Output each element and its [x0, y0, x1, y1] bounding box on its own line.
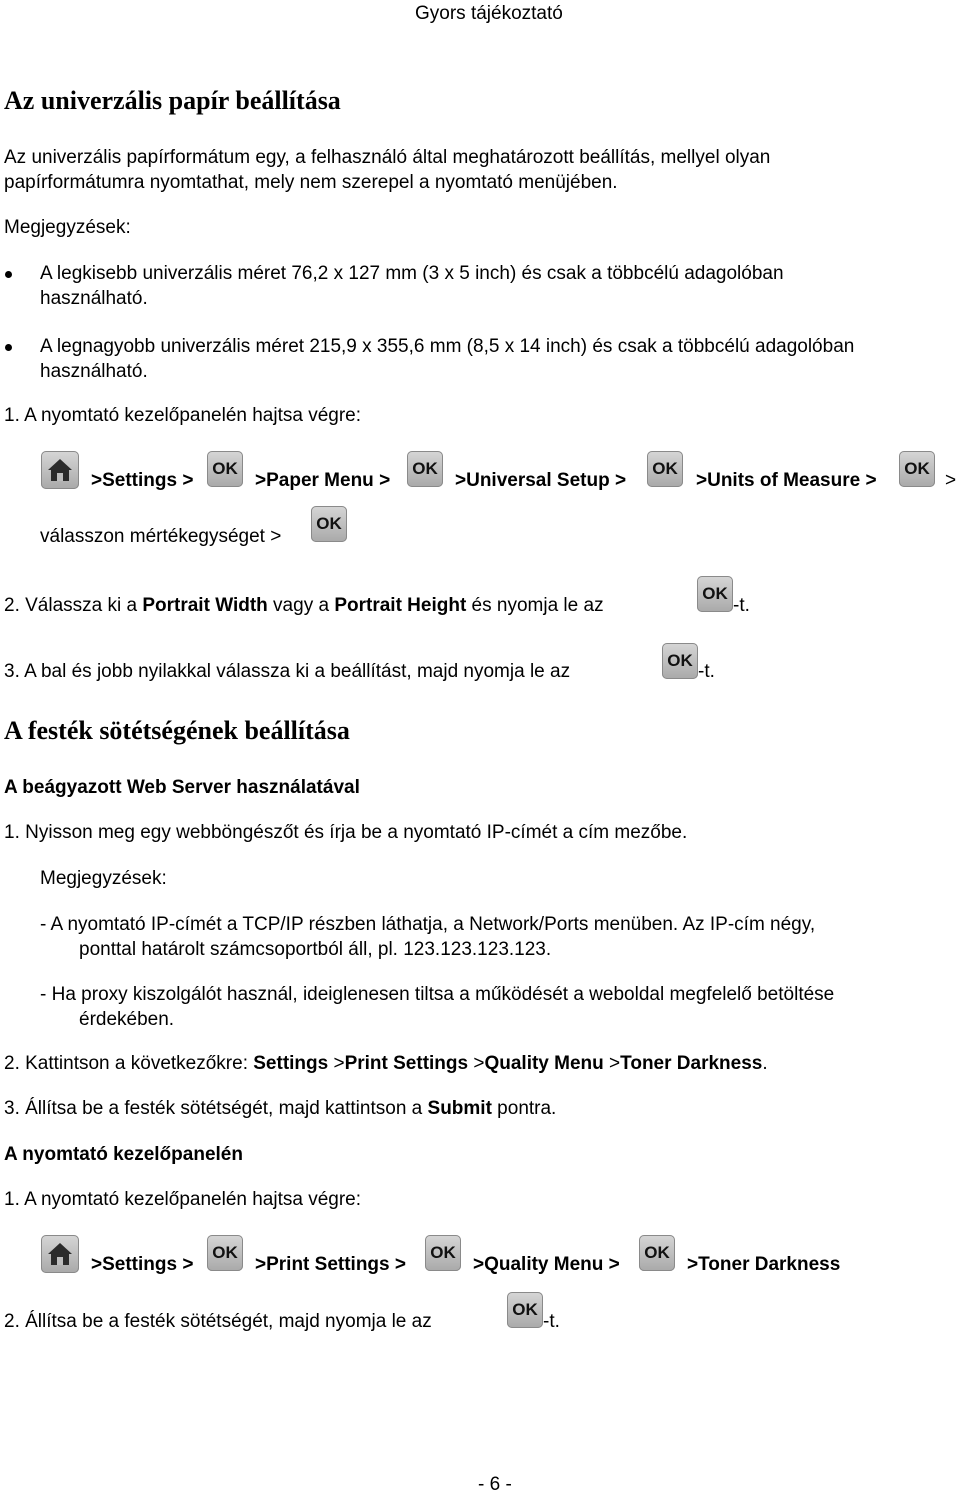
path-toner-darkness: >Toner Darkness — [687, 1254, 841, 1275]
note-2-line-2: érdekében. — [79, 1009, 175, 1030]
path-universal-setup: >Universal Setup > — [455, 470, 627, 491]
section-heading-toner-darkness: A festék sötétségének beállítása — [4, 716, 350, 745]
step-1-text: 1. A nyomtató kezelőpanelén hajtsa végre: — [4, 405, 362, 426]
subheading-control-panel: A nyomtató kezelőpanelén — [4, 1144, 243, 1165]
bullet-1-line-2: használható. — [40, 288, 148, 309]
panel-step-2-text: 2. Állítsa be a festék sötétségét, majd nyomja le az — [4, 1311, 432, 1332]
note-1-line-2: ponttal határolt számcsoportból áll, pl. 123.123.123.123. — [79, 939, 552, 960]
step-3-text: 3. A bal és jobb nyilakkal válassza ki a beállítást, majd nyomja le az — [4, 661, 571, 682]
intro-line-2: papírformátumra nyomtathat, mely nem szerepel a nyomtató menüjében. — [4, 172, 618, 193]
home-icon — [41, 1235, 79, 1273]
ews-step-3-text: 3. Állítsa be a festék sötétségét, majd kattintson a Submit pontra. — [4, 1098, 557, 1119]
home-icon — [41, 451, 79, 489]
step-2-text: 2. Válassza ki a Portrait Width vagy a Portrait Height és nyomja le az — [4, 595, 604, 616]
ok-button-icon: OK — [407, 451, 443, 487]
section-heading-universal-paper: Az univerzális papír beállítása — [4, 86, 341, 115]
ok-button-icon: OK — [639, 1235, 675, 1271]
choose-unit-text: válasszon mértékegységet > — [40, 526, 282, 547]
bullet-2-line-1: A legnagyobb univerzális méret 215,9 x 355,6 mm (8,5 x 14 inch) és csak a többcélú adagolóban — [40, 336, 855, 357]
ews-notes-label: Megjegyzések: — [40, 868, 167, 889]
bullet-2-line-2: használható. — [40, 361, 148, 382]
ews-step-1-text: 1. Nyisson meg egy webböngészőt és írja be a nyomtató IP-címét a cím mezőbe. — [4, 822, 688, 843]
step-2-suffix: -t. — [733, 595, 750, 616]
path-print-settings: >Print Settings > — [255, 1254, 406, 1275]
bullet-marker — [5, 344, 12, 351]
ok-button-icon: OK — [507, 1292, 543, 1328]
ok-button-icon: OK — [311, 506, 347, 542]
ok-button-icon: OK — [662, 643, 698, 679]
ok-button-icon: OK — [207, 451, 243, 487]
note-2-line-1: - Ha proxy kiszolgálót használ, ideiglenesen tiltsa a működését a weboldal megfelelő betöltése — [40, 984, 835, 1005]
subheading-embedded-web-server: A beágyazott Web Server használatával — [4, 777, 360, 798]
ok-button-icon: OK — [647, 451, 683, 487]
path-quality-menu: >Quality Menu > — [473, 1254, 620, 1275]
panel-step-2-suffix: -t. — [543, 1311, 560, 1332]
path-settings: >Settings > — [91, 1254, 194, 1275]
path-units-of-measure: >Units of Measure > — [696, 470, 877, 491]
header-title: Gyors tájékoztató — [415, 3, 563, 24]
ok-button-icon: OK — [899, 451, 935, 487]
intro-line-1: Az univerzális papírformátum egy, a felhasználó által meghatározott beállítás, mellyel olyan — [4, 147, 771, 168]
notes-label: Megjegyzések: — [4, 217, 131, 238]
path-paper-menu: >Paper Menu > — [255, 470, 391, 491]
ok-button-icon: OK — [425, 1235, 461, 1271]
panel-step-1-text: 1. A nyomtató kezelőpanelén hajtsa végre: — [4, 1189, 362, 1210]
ok-button-icon: OK — [697, 576, 733, 612]
bullet-marker — [5, 271, 12, 278]
note-1-line-1: - A nyomtató IP-címét a TCP/IP részben láthatja, a Network/Ports menüben. Az IP-cím négy, — [40, 914, 816, 935]
ews-step-2-text: 2. Kattintson a következőkre: Settings >Print Settings >Quality Menu >Toner Darkness. — [4, 1053, 768, 1074]
path-settings: >Settings > — [91, 470, 194, 491]
path-end-arrow: > — [945, 470, 957, 491]
page-number: - 6 - — [478, 1474, 512, 1495]
step-3-suffix: -t. — [698, 661, 715, 682]
bullet-1-line-1: A legkisebb univerzális méret 76,2 x 127 mm (3 x 5 inch) és csak a többcélú adagolóban — [40, 263, 784, 284]
ok-button-icon: OK — [207, 1235, 243, 1271]
